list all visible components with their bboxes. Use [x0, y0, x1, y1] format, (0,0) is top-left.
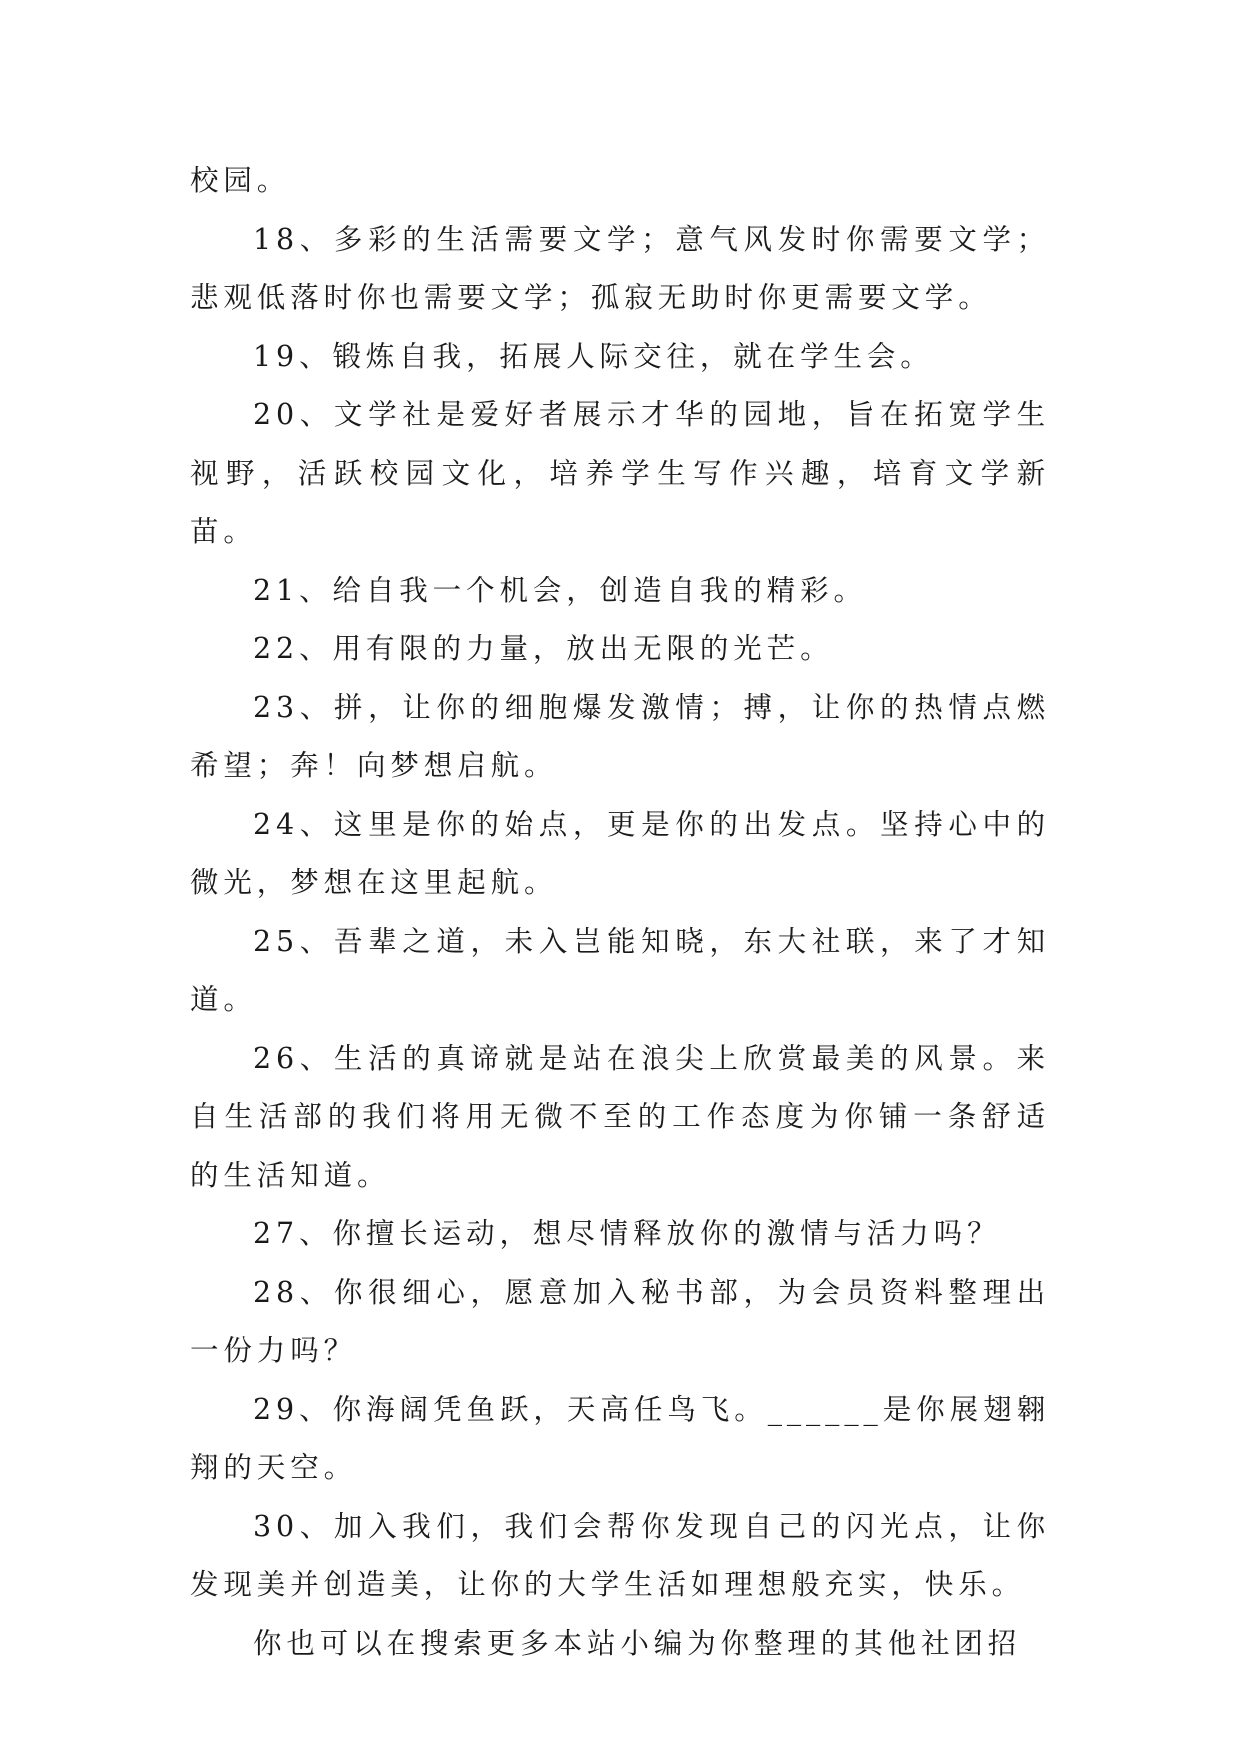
slogan-27: 27、你擅长运动，想尽情释放你的激情与活力吗？	[253, 1217, 1001, 1250]
slogan-23: 23、拼，让你的细胞爆发激情；搏，让你的热情点燃希望；奔！向梦想启航。	[190, 690, 1050, 782]
slogan-26: 26、生活的真谛就是站在浪尖上欣赏最美的风景。来自生活部的我们将用无微不至的工作态度为你铺一条舒适的生活知道。	[190, 1041, 1050, 1192]
slogan-24: 24、这里是你的始点，更是你的出发点。坚持心中的微光，梦想在这里起航。	[190, 807, 1050, 899]
slogan-29: 29、你海阔凭鱼跃，天高任鸟飞。______是你展翅翱翔的天空。	[190, 1392, 1050, 1484]
slogan-25: 25、吾辈之道，未入岂能知晓，东大社联，来了才知道。	[190, 924, 1050, 1016]
slogan-18: 18、多彩的生活需要文学；意气风发时你需要文学；悲观低落时你也需要文学；孤寂无助时你更需要文学。	[190, 222, 1050, 314]
slogan-21: 21、给自我一个机会，创造自我的精彩。	[253, 573, 867, 607]
slogan-30: 30、加入我们，我们会帮你发现自己的闪光点，让你发现美并创造美，让你的大学生活如理想般充实，快乐。	[190, 1509, 1050, 1601]
slogan-19: 19、锻炼自我，拓展人际交往，就在学生会。	[253, 339, 934, 373]
paragraph-continuation: 校园。	[190, 164, 291, 197]
slogan-22: 22、用有限的力量，放出无限的光芒。	[253, 632, 834, 665]
document-page	[190, 152, 1050, 1673]
closing-paragraph: 你也可以在搜索更多本站小编为你整理的其他社团招	[253, 1626, 1022, 1660]
slogan-20: 20、文学社是爱好者展示才华的园地，旨在拓宽学生视野，活跃校园文化，培养学生写作兴趣，培育文学新苗。	[190, 398, 1050, 548]
slogan-28: 28、你很细心，愿意加入秘书部，为会员资料整理出一份力吗？	[190, 1275, 1050, 1367]
